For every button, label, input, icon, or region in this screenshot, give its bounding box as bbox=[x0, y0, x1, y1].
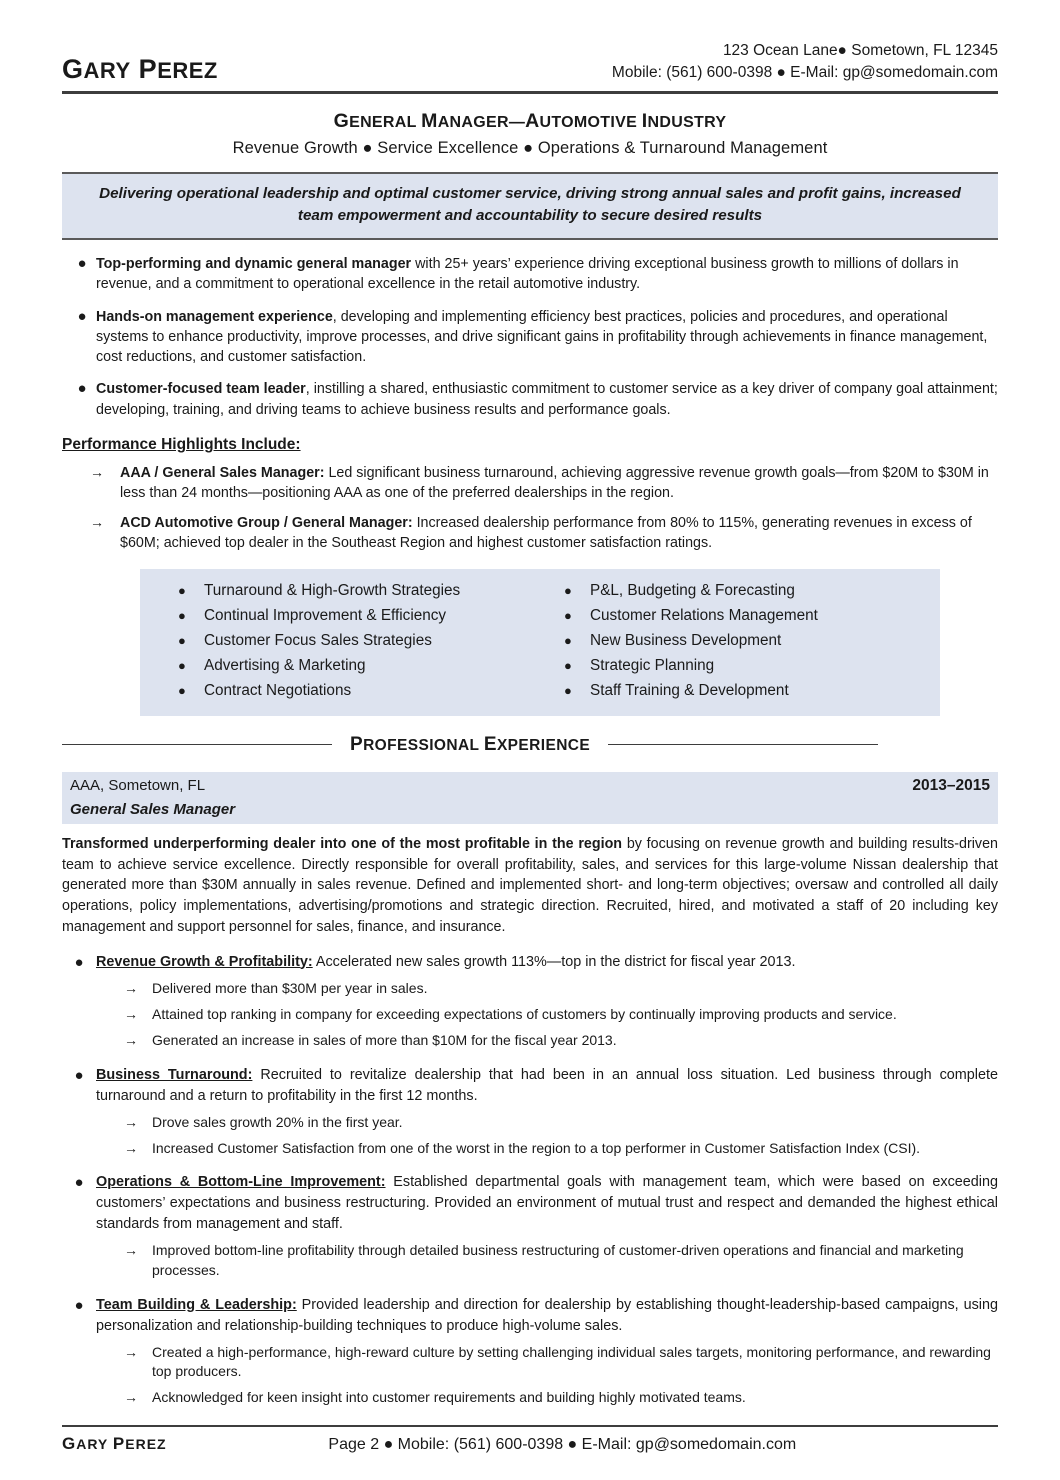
achievement-subpoint bbox=[62, 1388, 998, 1408]
achievement-subpoint bbox=[62, 979, 998, 999]
achievement-subpoint-text: Delivered more than $30M per year in sales. bbox=[152, 980, 428, 997]
profile-bullet-lead: Top-performing and dynamic general manager bbox=[96, 256, 412, 272]
title-a: A bbox=[525, 109, 540, 132]
profile-bullet bbox=[62, 307, 998, 368]
arrow-icon: → bbox=[90, 464, 104, 481]
skills-column-right bbox=[540, 579, 926, 704]
name-first-initial: G bbox=[62, 53, 84, 84]
arrow-icon: → bbox=[124, 980, 138, 997]
achievement-headline bbox=[62, 1065, 998, 1107]
profile-bullet-lead: Hands-on management experience bbox=[96, 308, 333, 325]
exp-rofessional: ROFESSIONAL bbox=[363, 736, 484, 754]
achievement-subpoint bbox=[62, 1241, 998, 1281]
footer-p: P bbox=[112, 1434, 126, 1453]
highlight-item bbox=[62, 463, 998, 504]
arrow-icon: → bbox=[124, 1242, 138, 1259]
performance-highlights-heading: Performance Highlights Include: bbox=[62, 436, 301, 454]
target-job-title bbox=[62, 110, 998, 133]
footer-g: G bbox=[62, 1434, 77, 1453]
title-utomotive: UTOMOTIVE bbox=[539, 113, 642, 131]
arrow-icon: → bbox=[124, 1113, 138, 1130]
skill-label: Continual Improvement & Efficiency bbox=[204, 607, 447, 625]
profile-bullet-lead: Customer-focused team leader bbox=[96, 381, 306, 398]
achievement-subpoint-text: Attained top ranking in company for exceeding expectations of customers by continually improving products and service. bbox=[152, 1006, 897, 1023]
profile-bullet bbox=[62, 379, 998, 420]
heading-label bbox=[350, 734, 590, 756]
name-last-initial: P bbox=[138, 53, 158, 84]
job-company: AAA, Sometown, FL bbox=[70, 776, 206, 794]
exp-e: E bbox=[483, 733, 497, 755]
highlight-lead: ACD Automotive Group / General Manager: bbox=[120, 514, 413, 531]
skill-label: Turnaround & High-Growth Strategies bbox=[204, 582, 461, 600]
job-dates: 2013–2015 bbox=[912, 776, 990, 794]
title-tagline: Revenue Growth ● Service Excellence ● Operations & Turnaround Management bbox=[232, 138, 828, 157]
achievement-subpoint-text: Increased Customer Satisfaction from one of the worst in the region to a top performer in Customer Satisfaction Index (CSI). bbox=[152, 1139, 921, 1156]
achievement-block bbox=[62, 952, 998, 1051]
bullet-dot-icon: ● bbox=[564, 658, 572, 674]
achievement-subpoint-text: Improved bottom-line profitability through detailed business restructuring of customer-driven operations and financial and marketing processes. bbox=[152, 1242, 964, 1278]
achievement-block bbox=[62, 1172, 998, 1280]
footer-ary: ARY bbox=[76, 1436, 113, 1452]
bullet-dot-icon: ● bbox=[74, 1066, 84, 1084]
skill-item bbox=[178, 679, 540, 704]
skill-item bbox=[178, 604, 540, 629]
achievement-subpoint-text: Generated an increase in sales of more than $10M for the fiscal year 2013. bbox=[152, 1032, 617, 1049]
title-block bbox=[62, 110, 998, 158]
highlight-item bbox=[62, 513, 998, 554]
achievement-title: Revenue Growth & Profitability: bbox=[96, 953, 313, 970]
skill-label: New Business Development bbox=[590, 632, 782, 650]
highlight-text: AAA / General Sales Manager: Led significant business turnaround, achieving aggressive revenue growth goals—from $20M to $30M in less than 24 months—positioning AAA as one of the preferred dealerships in the region. bbox=[120, 465, 989, 502]
bullet-dot-icon: ● bbox=[178, 683, 186, 699]
footer-erez: EREZ bbox=[125, 1436, 167, 1452]
candidate-name bbox=[62, 54, 218, 85]
bullet-dot-icon: ● bbox=[178, 633, 186, 649]
bullet-dot-icon: ● bbox=[564, 608, 572, 624]
skill-label: Advertising & Marketing bbox=[204, 657, 366, 675]
skill-item bbox=[564, 629, 926, 654]
skill-item bbox=[564, 579, 926, 604]
bullet-dot-icon: ● bbox=[77, 380, 87, 398]
bullet-dot-icon: ● bbox=[178, 658, 186, 674]
skill-label: Contract Negotiations bbox=[204, 682, 352, 700]
achievement-headline bbox=[62, 952, 998, 974]
achievement-text: Revenue Growth & Profitability: Accelerated new sales growth 113%—top in the district for fiscal year 2013. bbox=[96, 953, 796, 970]
title-anager: ANAGER— bbox=[437, 113, 526, 131]
bullet-dot-icon: ● bbox=[74, 1174, 84, 1192]
profile-bullet-text: Top-performing and dynamic general manager with 25+ years’ experience driving exceptional business growth to millions of dollars in revenue, and a commitment to operational excellence in the retail automotive industry. bbox=[96, 256, 959, 293]
contact-address: 123 Ocean Lane● Sometown, FL 12345 bbox=[722, 42, 998, 59]
arrow-icon: → bbox=[124, 1139, 138, 1156]
title-m: M bbox=[421, 109, 438, 132]
bullet-dot-icon: ● bbox=[77, 307, 87, 325]
skill-item bbox=[178, 629, 540, 654]
name-last-rest: EREZ bbox=[157, 57, 218, 83]
skill-label: Customer Relations Management bbox=[590, 607, 818, 625]
achievement-subpoint bbox=[62, 1005, 998, 1025]
achievement-subpoint bbox=[62, 1113, 998, 1133]
job-company-bar bbox=[62, 772, 998, 799]
arrow-icon: → bbox=[124, 1032, 138, 1049]
achievement-subpoint bbox=[62, 1343, 998, 1383]
achievement-text: Business Turnaround: Recruited to revitalize dealership that had been in an annual loss situation. Led business through complete turnaround and a return to profitability in the first 12 months. bbox=[96, 1066, 999, 1104]
resume-header bbox=[62, 40, 998, 94]
skill-item bbox=[564, 654, 926, 679]
profile-bullet-text: Customer-focused team leader, instilling a shared, enthusiastic commitment to customer service as a key driver of company goal attainment; developing, training, and driving teams to achieve business results and performance goals. bbox=[96, 381, 998, 418]
bullet-dot-icon: ● bbox=[178, 583, 186, 599]
arrow-icon: → bbox=[124, 1343, 138, 1360]
job-achievements bbox=[62, 952, 998, 1409]
bullet-dot-icon: ● bbox=[564, 683, 572, 699]
profile-bullet bbox=[62, 254, 998, 295]
achievement-headline bbox=[62, 1295, 998, 1337]
title-eneral: ENERAL bbox=[349, 113, 422, 131]
skill-label: P&L, Budgeting & Forecasting bbox=[590, 582, 795, 600]
heading-rule-left bbox=[62, 744, 332, 745]
arrow-icon: → bbox=[124, 1389, 138, 1406]
achievement-subpoint-text: Created a high-performance, high-reward culture by setting challenging individual sales targets, monitoring performance, and rewarding top producers. bbox=[152, 1343, 991, 1380]
achievement-title: Business Turnaround: bbox=[96, 1066, 253, 1083]
summary-statement: Delivering operational leadership and optimal customer service, driving strong annual sales and profit gains, increased team empowerment and accountability to secure desired results bbox=[62, 172, 998, 240]
bullet-dot-icon: ● bbox=[178, 608, 186, 624]
skills-column-left bbox=[154, 579, 540, 704]
bullet-dot-icon: ● bbox=[564, 583, 572, 599]
bullet-dot-icon: ● bbox=[74, 953, 84, 971]
achievement-subpoint bbox=[62, 1139, 998, 1159]
achievement-subpoint-text: Drove sales growth 20% in the first year. bbox=[152, 1113, 403, 1130]
core-skills-box bbox=[140, 569, 940, 716]
achievement-block bbox=[62, 1065, 998, 1159]
professional-experience-heading bbox=[62, 734, 998, 756]
achievement-text: Operations & Bottom-Line Improvement: Established departmental goals with management team, which were based on exceeding customers’ expectations and business restructuring. Provided an environment of mutual trust and respect and demanded the highest ethical standards from management and staff. bbox=[96, 1174, 998, 1233]
title-ndustry: NDUSTRY bbox=[647, 113, 727, 131]
skill-label: Staff Training & Development bbox=[590, 682, 789, 700]
achievement-subpoint bbox=[62, 1031, 998, 1051]
achievement-title: Operations & Bottom-Line Improvement: bbox=[96, 1174, 386, 1191]
achievement-block bbox=[62, 1295, 998, 1408]
job-intro-bold: Transformed underperforming dealer into one of the most profitable in the region bbox=[62, 835, 623, 852]
heading-rule-right bbox=[608, 744, 878, 745]
profile-bullet-text: Hands-on management experience, developing and implementing efficiency best practices, policies and procedures, and operational systems to enhance productivity, improve processes, and drive significant gains in profitability through achievements in finance management, cost reductions, and customer satisfaction. bbox=[96, 308, 988, 366]
bullet-dot-icon: ● bbox=[77, 255, 87, 272]
title-i: I bbox=[641, 109, 648, 132]
footer-name bbox=[62, 1434, 167, 1454]
skill-item bbox=[564, 604, 926, 629]
achievement-text: Team Building & Leadership: Provided leadership and direction for dealership by establishing thought-leadership-based campaigns, using personalization and relationship-building techniques to produce high-volume sales. bbox=[96, 1296, 998, 1334]
job-intro-text: by focusing on revenue growth and building results-driven team to achieve service excellence. Directly responsible for overall profitability, sales, and services for this large-volume Nissan dealership that generated more than $30M annually in sales revenue. Defined and implemented short- and long-term objectives; oversaw and controlled all daily operations, policy implementations, advertising/promotions and strategic direction. Recruited, hired, and motivated a staff of 20 including key management and support personnel for sales, finance, and insurance. bbox=[62, 835, 998, 935]
performance-highlights-list bbox=[62, 463, 998, 553]
highlight-text: ACD Automotive Group / General Manager: Increased dealership performance from 80% to 115%, generating revenues in excess of $60M; achieved top dealer in the Southeast Region and highest customer satisfaction ratings. bbox=[120, 514, 972, 551]
achievement-headline bbox=[62, 1172, 998, 1235]
name-first-rest: ARY bbox=[83, 57, 131, 83]
bullet-dot-icon: ● bbox=[74, 1296, 84, 1314]
skill-label: Customer Focus Sales Strategies bbox=[204, 632, 432, 650]
contact-block bbox=[612, 40, 998, 85]
title-g: G bbox=[333, 109, 350, 132]
profile-bullet-list bbox=[62, 254, 998, 420]
footer-page-contact: Page 2 ● Mobile: (561) 600-0398 ● E-Mail: gp@somedomain.com bbox=[328, 1436, 797, 1453]
skill-item bbox=[178, 579, 540, 604]
achievement-title: Team Building & Leadership: bbox=[96, 1296, 297, 1313]
arrow-icon: → bbox=[124, 1006, 138, 1023]
skill-item bbox=[178, 654, 540, 679]
arrow-icon: → bbox=[90, 513, 104, 530]
exp-p: P bbox=[350, 733, 364, 755]
achievement-subpoint-text: Acknowledged for keen insight into customer requirements and building highly motivated teams. bbox=[152, 1389, 746, 1406]
highlight-lead: AAA / General Sales Manager: bbox=[120, 465, 325, 482]
page-footer bbox=[62, 1425, 998, 1454]
job-role: General Sales Manager bbox=[62, 799, 998, 824]
skill-item bbox=[564, 679, 926, 704]
contact-phone-email: Mobile: (561) 600-0398 ● E-Mail: gp@somedomain.com bbox=[611, 64, 998, 82]
exp-xperience: XPERIENCE bbox=[496, 736, 591, 754]
bullet-dot-icon: ● bbox=[564, 633, 572, 649]
job-intro-paragraph bbox=[62, 834, 998, 938]
skill-label: Strategic Planning bbox=[590, 657, 715, 675]
